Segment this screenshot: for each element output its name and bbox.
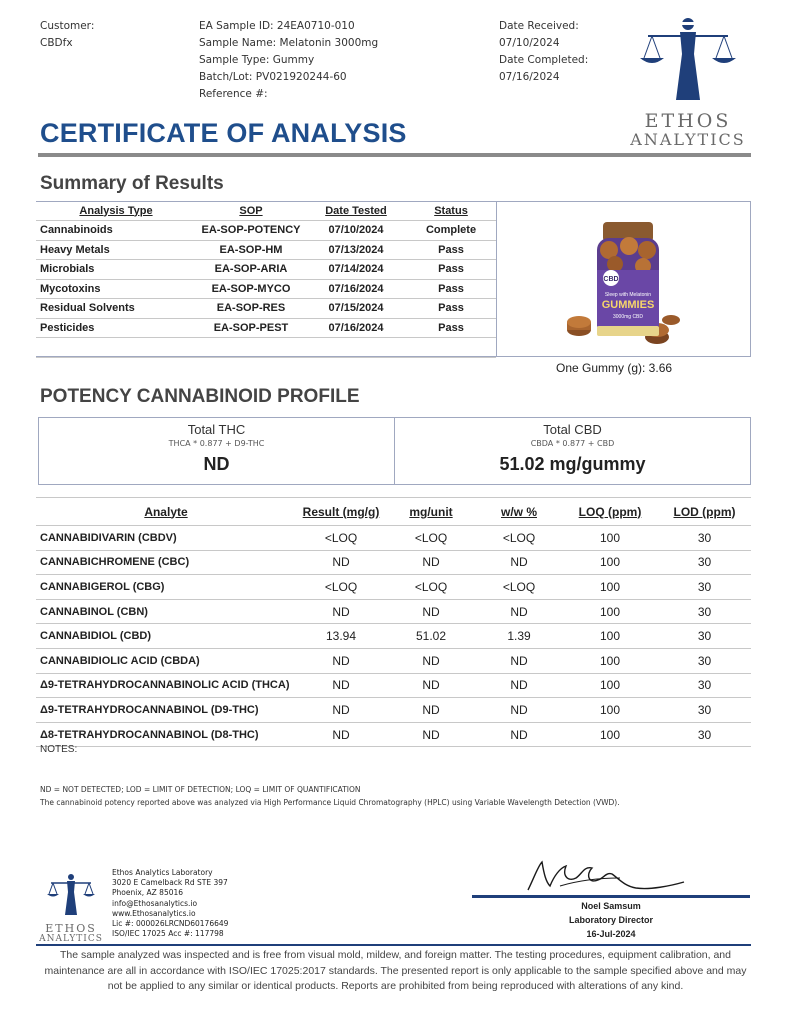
summary-empty-cell (36, 338, 196, 358)
sample-type: Sample Type: Gummy (199, 54, 315, 66)
summary-col-analysis-type: Analysis Type (36, 201, 196, 221)
summary-empty-cell (306, 338, 406, 358)
summary-cell-date-tested: 07/13/2024 (306, 240, 406, 260)
customer-label: Customer: (40, 20, 95, 32)
potency-title: POTENCY CANNABINOID PROFILE (40, 386, 360, 407)
potency-cell-result: ND (296, 722, 386, 747)
potency-cell-loq: 100 (562, 648, 658, 673)
potency-cell-ww: <LOQ (476, 526, 562, 551)
potency-col-result: Result (mg/g) (296, 498, 386, 526)
potency-row (36, 722, 751, 747)
potency-cell-loq: 100 (562, 599, 658, 624)
summary-cell-analysis-type: Heavy Metals (36, 240, 196, 260)
potency-cell-lod: 30 (658, 575, 751, 600)
potency-cell-analyte: CANNABIDIOL (CBD) (36, 624, 296, 649)
summary-cell-analysis-type: Microbials (36, 260, 196, 280)
potency-col-ww: w/w % (476, 498, 562, 526)
page-title: CERTIFICATE OF ANALYSIS (40, 118, 407, 148)
potency-cell-analyte: Δ9-TETRAHYDROCANNABINOL (D9-THC) (36, 698, 296, 723)
lab-line: 3020 E Camelback Rd STE 397 (112, 878, 228, 888)
potency-cell-analyte: CANNABIDIOLIC ACID (CBDA) (36, 648, 296, 673)
summary-cell-status: Pass (406, 299, 496, 319)
summary-cell-sop: EA-SOP-HM (196, 240, 306, 260)
batch-lot: Batch/Lot: PV021920244-60 (199, 71, 347, 83)
potency-cell-lod: 30 (658, 698, 751, 723)
potency-cell-analyte: Δ9-TETRAHYDROCANNABINOLIC ACID (THCA) (36, 673, 296, 698)
potency-row (36, 526, 751, 551)
potency-cell-mg-unit: ND (386, 599, 476, 624)
potency-row (36, 599, 751, 624)
lab-address (112, 868, 228, 939)
summary-col-date-tested: Date Tested (306, 201, 406, 221)
potency-cell-loq: 100 (562, 673, 658, 698)
lab-line: Ethos Analytics Laboratory (112, 868, 213, 877)
summary-cell-analysis-type: Pesticides (36, 318, 196, 338)
total-thc-cell (39, 418, 394, 484)
summary-title: Summary of Results (40, 173, 224, 194)
potency-cell-mg-unit: ND (386, 722, 476, 747)
potency-cell-loq: 100 (562, 698, 658, 723)
summary-row (36, 318, 496, 338)
signature-date: 16-Jul-2024 (586, 929, 636, 939)
disclaimer-text: The sample analyzed was inspected and is free from visual mold, mildew, and foreign matter. The testing procedures, equipment calibration, and maintenance are all in accordance with ISO/IEC 17025:2017 standards. The presented report is only applicable to the sample specified above and may not be applied to any similar or identical products. Reports are prohibited from being reproduced with alterations of any kind. (44, 949, 747, 992)
potency-row (36, 624, 751, 649)
potency-cell-mg-unit: ND (386, 673, 476, 698)
logo-word-analytics: ANALYTICS (630, 130, 746, 149)
summary-row (36, 299, 496, 319)
potency-col-loq: LOQ (ppm) (562, 498, 658, 526)
summary-cell-status: Pass (406, 240, 496, 260)
potency-cell-ww: 1.39 (476, 624, 562, 649)
sample-block (199, 18, 378, 103)
potency-cell-lod: 30 (658, 624, 751, 649)
potency-cell-result: 13.94 (296, 624, 386, 649)
potency-cell-ww: ND (476, 648, 562, 673)
potency-row (36, 550, 751, 575)
total-thc-formula: THCA * 0.877 + D9-THC (168, 439, 265, 448)
potency-cell-mg-unit: ND (386, 698, 476, 723)
potency-cell-result: ND (296, 550, 386, 575)
customer-value: CBDfx (40, 37, 73, 49)
dates-block (499, 18, 588, 86)
potency-cell-lod: 30 (658, 526, 751, 551)
summary-cell-sop: EA-SOP-ARIA (196, 260, 306, 280)
summary-header-row (36, 201, 496, 221)
potency-cell-mg-unit: ND (386, 648, 476, 673)
summary-empty-row (36, 338, 496, 358)
jar-brand: CBD (603, 276, 619, 283)
potency-cell-loq: 100 (562, 722, 658, 747)
footer-logo-ethos: ETHOS (45, 922, 97, 935)
total-cbd-cell (394, 418, 750, 484)
potency-row (36, 648, 751, 673)
total-thc-value: ND (203, 454, 230, 474)
potency-cell-ww: <LOQ (476, 575, 562, 600)
potency-cell-result: ND (296, 673, 386, 698)
reference: Reference #: (199, 88, 268, 100)
lab-line: Phoenix, AZ 85016 (112, 888, 184, 898)
potency-cell-mg-unit: <LOQ (386, 526, 476, 551)
potency-cell-ww: ND (476, 673, 562, 698)
summary-table (36, 201, 496, 358)
potency-cell-mg-unit: 51.02 (386, 624, 476, 649)
lab-line: ISO/IEC 17025 Acc #: 117798 (112, 929, 224, 939)
summary-empty-cell (406, 338, 496, 358)
summary-row (36, 240, 496, 260)
potency-col-mg-unit: mg/unit (386, 498, 476, 526)
potency-cell-analyte: CANNABINOL (CBN) (36, 599, 296, 624)
potency-cell-loq: 100 (562, 575, 658, 600)
summary-cell-sop: EA-SOP-PEST (196, 318, 306, 338)
potency-cell-loq: 100 (562, 526, 658, 551)
footer-justice-figure-icon (34, 872, 108, 918)
summary-cell-analysis-type: Mycotoxins (36, 279, 196, 299)
potency-col-lod: LOD (ppm) (658, 498, 751, 526)
date-received-value: 07/10/2024 (499, 37, 560, 49)
date-completed-label: Date Completed: (499, 54, 589, 66)
summary-cell-sop: EA-SOP-MYCO (196, 279, 306, 299)
total-cbd-value: 51.02 mg/gummy (499, 454, 646, 474)
potency-cell-mg-unit: ND (386, 550, 476, 575)
potency-cell-ww: ND (476, 599, 562, 624)
potency-cell-result: <LOQ (296, 526, 386, 551)
sample-id: EA Sample ID: 24EA0710-010 (199, 20, 355, 32)
footer-divider (36, 944, 751, 946)
potency-cell-result: ND (296, 599, 386, 624)
summary-row (36, 279, 496, 299)
summary-empty-cell (196, 338, 306, 358)
total-cbd-label: Total CBD (543, 422, 602, 437)
summary-cell-status: Pass (406, 260, 496, 280)
summary-cell-sop: EA-SOP-POTENCY (196, 221, 306, 241)
potency-cell-lod: 30 (658, 550, 751, 575)
justice-figure-icon (628, 14, 748, 106)
jar-name: GUMMIES (601, 299, 655, 311)
jar-strength: 3000mg CBD (612, 314, 644, 320)
serving-weight: One Gummy (g): 3.66 (556, 361, 673, 375)
signature-role: Laboratory Director (568, 915, 654, 925)
potency-cell-analyte: CANNABIDIVARIN (CBDV) (36, 526, 296, 551)
potency-cell-analyte: Δ8-TETRAHYDROCANNABINOL (D8-THC) (36, 722, 296, 747)
potency-cell-loq: 100 (562, 624, 658, 649)
total-cbd-formula: CBDA * 0.877 + CBD (530, 439, 615, 448)
potency-cell-analyte: CANNABIGEROL (CBG) (36, 575, 296, 600)
potency-cell-result: <LOQ (296, 575, 386, 600)
abbreviations-note: ND = NOT DETECTED; LOD = LIMIT OF DETECTION; LOQ = LIMIT OF QUANTIFICATION (40, 785, 361, 794)
potency-cell-ww: ND (476, 550, 562, 575)
summary-col-status: Status (406, 201, 496, 221)
potency-cell-lod: 30 (658, 599, 751, 624)
signature-line (472, 895, 750, 898)
lab-line: www.Ethosanalytics.io (112, 908, 196, 918)
summary-col-sop: SOP (196, 201, 306, 221)
title-divider (38, 153, 751, 157)
potency-row (36, 698, 751, 723)
summary-cell-date-tested: 07/16/2024 (306, 318, 406, 338)
customer-block (40, 18, 94, 52)
summary-cell-sop: EA-SOP-RES (196, 299, 306, 319)
lab-line: Lic #: 000026LRCND60176649 (112, 919, 229, 929)
gummies-jar-icon (497, 202, 752, 358)
sample-name: Sample Name: Melatonin 3000mg (199, 37, 379, 49)
date-received-label: Date Received: (499, 20, 579, 32)
summary-cell-date-tested: 07/15/2024 (306, 299, 406, 319)
potency-cell-loq: 100 (562, 550, 658, 575)
summary-cell-analysis-type: Cannabinoids (36, 221, 196, 241)
lab-line: info@Ethosanalytics.io (112, 898, 198, 908)
summary-cell-date-tested: 07/10/2024 (306, 221, 406, 241)
potency-cell-lod: 30 (658, 648, 751, 673)
summary-cell-status: Pass (406, 318, 496, 338)
signature-icon (520, 856, 690, 898)
footer-logo (34, 872, 108, 942)
potency-header-row (36, 498, 751, 526)
logo-word-ethos: ETHOS (644, 110, 732, 132)
summary-row (36, 260, 496, 280)
notes-label: NOTES: (40, 744, 78, 755)
ethos-logo (628, 14, 748, 149)
potency-cell-lod: 30 (658, 722, 751, 747)
method-note: The cannabinoid potency reported above was analyzed via High Performance Liquid Chromatography (HPLC) using Variable Wavelength Detection (VWD). (40, 798, 620, 807)
potency-row (36, 673, 751, 698)
summary-row (36, 221, 496, 241)
summary-cell-date-tested: 07/14/2024 (306, 260, 406, 280)
summary-cell-status: Complete (406, 221, 496, 241)
product-image (496, 201, 751, 357)
totals-box (38, 417, 751, 485)
potency-cell-result: ND (296, 648, 386, 673)
signature-name: Noel Samsum (581, 901, 641, 911)
potency-row (36, 575, 751, 600)
summary-cell-status: Pass (406, 279, 496, 299)
potency-table (36, 497, 751, 747)
jar-subtitle: Sleep with Melatonin (604, 292, 652, 298)
potency-cell-mg-unit: <LOQ (386, 575, 476, 600)
total-thc-label: Total THC (187, 422, 246, 437)
potency-cell-ww: ND (476, 722, 562, 747)
potency-cell-lod: 30 (658, 673, 751, 698)
summary-cell-date-tested: 07/16/2024 (306, 279, 406, 299)
date-completed-value: 07/16/2024 (499, 71, 560, 83)
potency-cell-analyte: CANNABICHROMENE (CBC) (36, 550, 296, 575)
potency-cell-result: ND (296, 698, 386, 723)
footer-logo-analytics: ANALYTICS (39, 934, 103, 944)
summary-cell-analysis-type: Residual Solvents (36, 299, 196, 319)
potency-cell-ww: ND (476, 698, 562, 723)
potency-col-analyte: Analyte (36, 498, 296, 526)
